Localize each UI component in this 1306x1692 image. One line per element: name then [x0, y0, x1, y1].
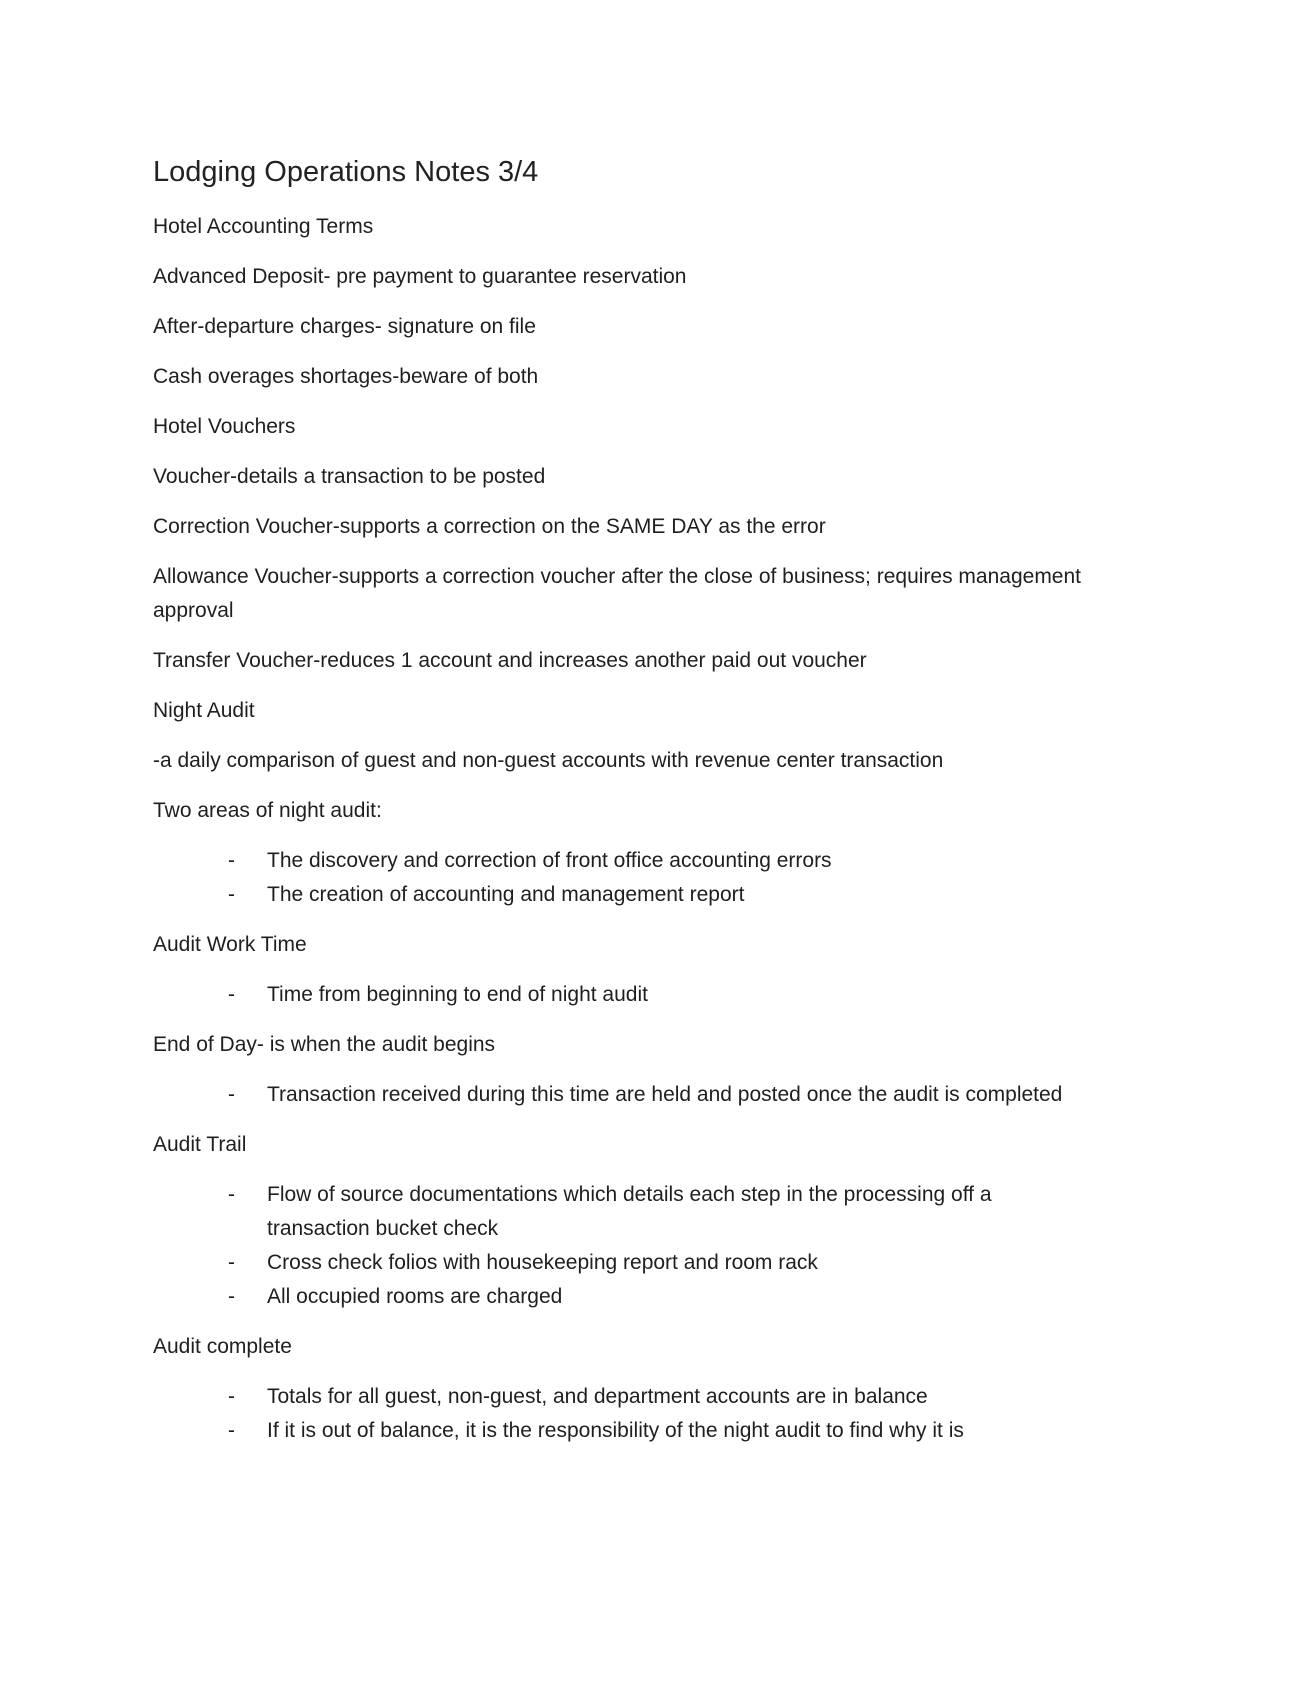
dash-bullet-icon: - [228, 1385, 235, 1408]
dash-bullet-icon: - [228, 1251, 235, 1274]
list-item [153, 1246, 1093, 1280]
paragraph: Hotel Accounting Terms [153, 215, 374, 238]
dash-bullet-icon: - [228, 849, 235, 872]
paragraph: Two areas of night audit: [153, 799, 382, 822]
list-item-text: Cross check folios with housekeeping report and room rack [267, 1251, 818, 1274]
dash-bullet-icon: - [228, 1083, 235, 1106]
bullet-list [153, 978, 1093, 1012]
paragraph: Transfer Voucher-reduces 1 account and increases another paid out voucher [153, 649, 867, 672]
bullet-list [153, 1178, 1093, 1314]
list-item-text: The creation of accounting and management report [267, 883, 745, 906]
list-item [153, 1414, 1093, 1448]
list-item-text: Time from beginning to end of night audit [267, 983, 648, 1006]
list-item [153, 978, 1093, 1012]
document-title: Lodging Operations Notes 3/4 [153, 156, 539, 188]
paragraph: Cash overages shortages-beware of both [153, 365, 539, 388]
paragraph: Allowance Voucher-supports a correction voucher after the close of business; requires management approval [153, 565, 1081, 622]
list-item-text: Transaction received during this time are held and posted once the audit is completed [267, 1083, 1063, 1106]
dash-bullet-icon: - [228, 1419, 235, 1442]
bullet-list [153, 1078, 1093, 1112]
paragraph: Audit complete [153, 1335, 292, 1358]
paragraph: -a daily comparison of guest and non-guest accounts with revenue center transaction [153, 749, 944, 772]
paragraph: End of Day- is when the audit begins [153, 1033, 496, 1056]
document-blocks [153, 210, 1093, 1448]
list-item-text: Totals for all guest, non-guest, and department accounts are in balance [267, 1385, 928, 1408]
list-item [153, 1078, 1093, 1112]
list-item-text: Flow of source documentations which details each step in the processing off a transaction bucket check [267, 1183, 992, 1240]
paragraph: Correction Voucher-supports a correction on the SAME DAY as the error [153, 515, 826, 538]
list-item [153, 844, 1093, 878]
paragraph: Advanced Deposit- pre payment to guarantee reservation [153, 265, 687, 288]
dash-bullet-icon: - [228, 983, 235, 1006]
list-item-text: The discovery and correction of front office accounting errors [267, 849, 832, 872]
bullet-list [153, 844, 1093, 912]
paragraph: Audit Work Time [153, 933, 307, 956]
list-item [153, 1178, 1093, 1246]
paragraph: Audit Trail [153, 1133, 247, 1156]
paragraph: After-departure charges- signature on file [153, 315, 536, 338]
dash-bullet-icon: - [228, 1285, 235, 1308]
list-item-text: All occupied rooms are charged [267, 1285, 563, 1308]
list-item [153, 1280, 1093, 1314]
list-item [153, 1380, 1093, 1414]
list-item [153, 878, 1093, 912]
dash-bullet-icon: - [228, 883, 235, 906]
document-body [153, 154, 1093, 1464]
list-item-text: If it is out of balance, it is the responsibility of the night audit to find why it is [267, 1419, 964, 1442]
paragraph: Night Audit [153, 699, 255, 722]
dash-bullet-icon: - [228, 1183, 235, 1206]
bullet-list [153, 1380, 1093, 1448]
paragraph: Hotel Vouchers [153, 415, 296, 438]
paragraph: Voucher-details a transaction to be posted [153, 465, 546, 488]
